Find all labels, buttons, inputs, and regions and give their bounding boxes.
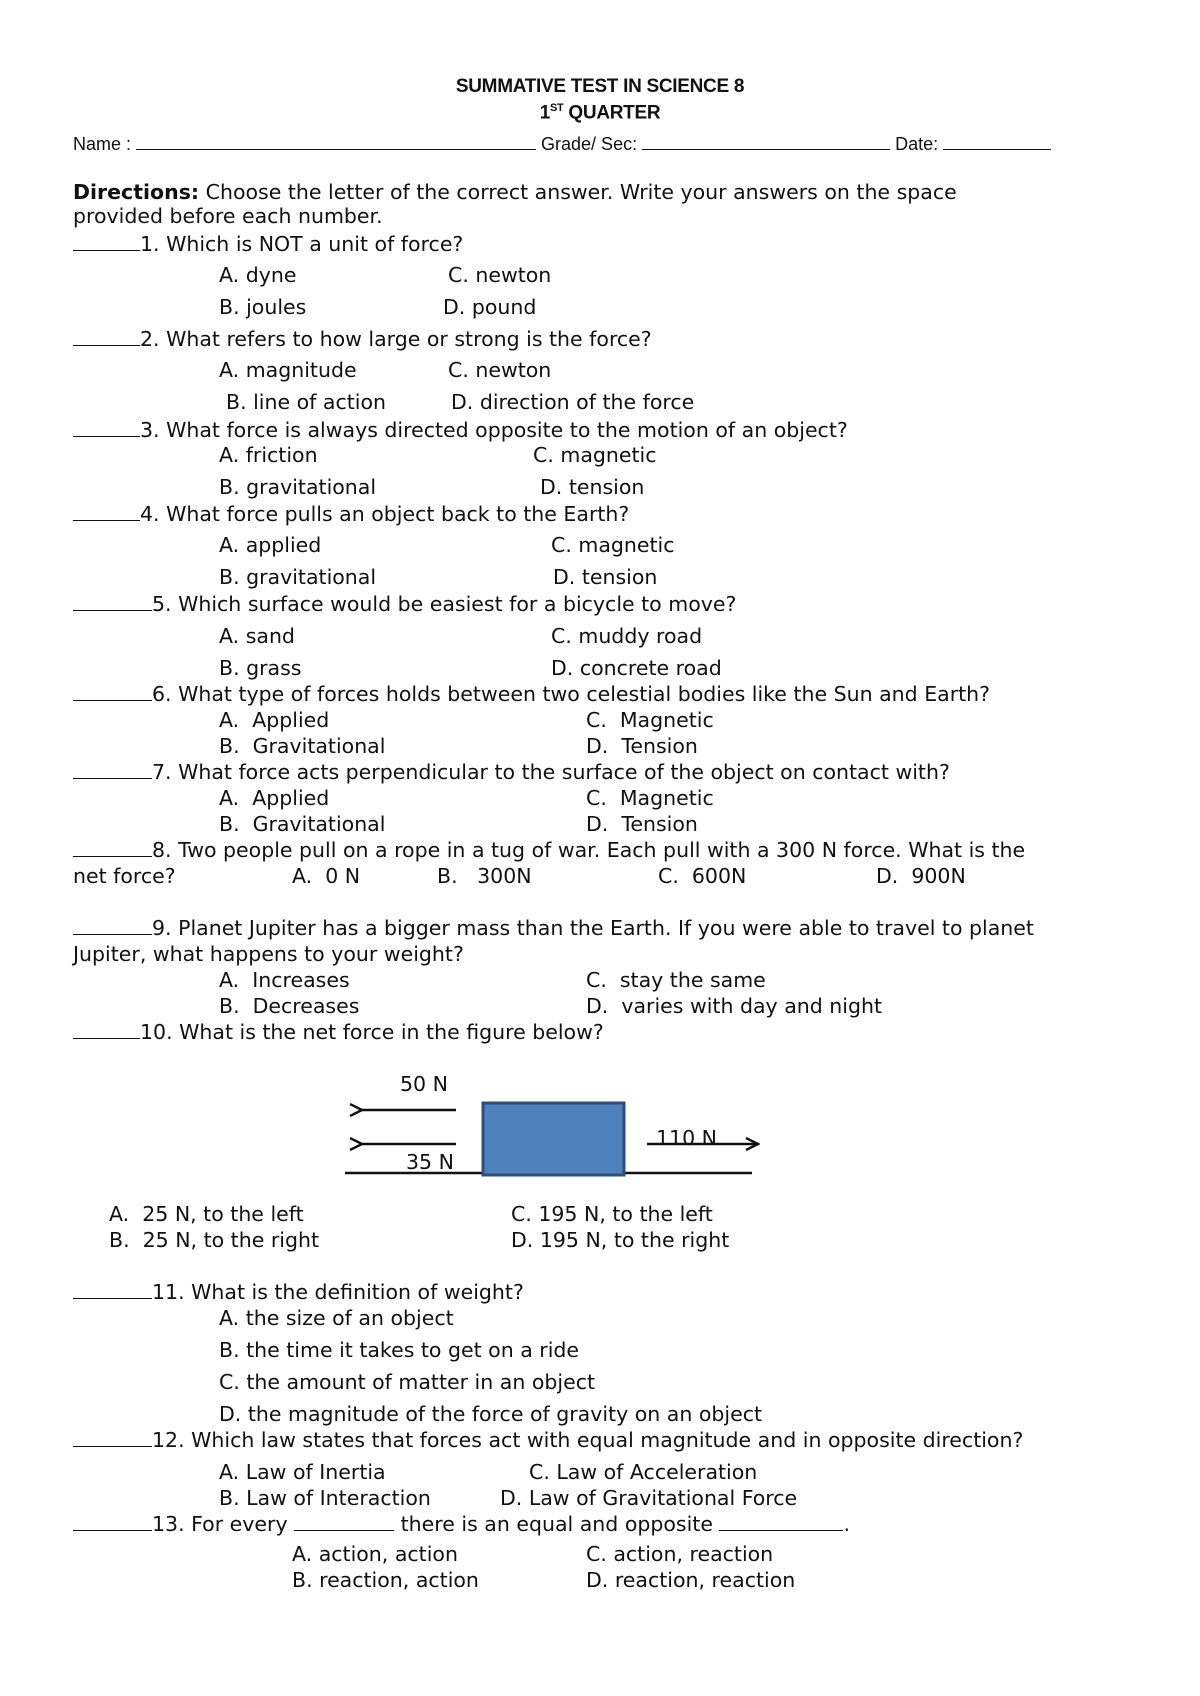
q13-choice-a: A. action, action [292,1542,458,1566]
question-6-stem: 6. What type of forces holds between two celestial bodies like the Sun and Earth? [152,682,991,706]
quarter-suffix: ST [549,102,564,114]
q6-choice-d: D. Tension [586,734,698,758]
q4-choice-d: D. tension [553,565,658,589]
q5-choice-c: C. muddy road [551,624,703,648]
question-13-stem-a: 13. For every [152,1512,295,1536]
q11-choice-c: C. the amount of matter in an object [219,1370,596,1394]
q8-choice-b: B. 300N [437,864,532,888]
q7-choice-b: B. Gravitational [219,812,386,836]
question-9-stem: 9. Planet Jupiter has a bigger mass than the Earth. If you were able to travel to planet [152,916,1034,940]
question-10-stem: 10. What is the net force in the figure below? [140,1020,604,1044]
quarter-number: 1 [539,102,550,124]
q9-choice-d: D. varies with day and night [586,994,883,1018]
q10-choice-d: D. 195 N, to the right [511,1228,730,1252]
directions-text-1: Choose the letter of the correct answer. Write your answers on the space [199,180,957,204]
q5-choice-b: B. grass [219,656,302,680]
q11-choice-b: B. the time it takes to get on a ride [219,1338,580,1362]
question-3-stem: 3. What force is always directed opposite to the motion of an object? [140,418,848,442]
label-110n: 110 N [656,1126,717,1150]
question-9-stem-2: Jupiter, what happens to your weight? [73,942,464,966]
q3-choice-b: B. gravitational [219,475,377,499]
q13-blank-2[interactable] [719,1512,843,1531]
question-13-stem-b: there is an equal and opposite [394,1512,720,1536]
quarter-word: QUARTER [563,102,661,124]
q4-choice-c: C. magnetic [551,533,675,557]
q5-choice-a: A. sand [219,624,295,648]
q2-choice-d: D. direction of the force [451,390,695,414]
question-2-stem: 2. What refers to how large or strong is the force? [140,327,652,351]
q1-choice-d: D. pound [443,295,537,319]
question-11 [73,1280,524,1304]
q12-choice-b: B. Law of Interaction [219,1486,431,1510]
answer-blank-13[interactable] [73,1512,152,1531]
q7-choice-c: C. Magnetic [586,786,714,810]
q4-choice-b: B. gravitational [219,565,377,589]
q12-choice-c: C. Law of Acceleration [529,1460,758,1484]
q8-choice-c: C. 600N [658,864,747,888]
q10-choice-a: A. 25 N, to the left [109,1202,304,1226]
q13-choice-d: D. reaction, reaction [586,1568,796,1592]
q6-choice-a: A. Applied [219,708,330,732]
label-50n: 50 N [400,1072,448,1096]
q9-choice-a: A. Increases [219,968,350,992]
question-13 [73,1512,850,1536]
q9-choice-b: B. Decreases [219,994,360,1018]
q10-choice-c: C. 195 N, to the left [511,1202,713,1226]
q4-choice-a: A. applied [219,533,322,557]
q3-choice-d: D. tension [540,475,645,499]
q13-choice-b: B. reaction, action [292,1568,479,1592]
block [483,1103,624,1175]
q7-choice-a: A. Applied [219,786,330,810]
q13-choice-c: C. action, reaction [586,1542,774,1566]
grade-label: Grade/ Sec: [536,134,643,154]
q7-choice-d: D. Tension [586,812,698,836]
test-title: SUMMATIVE TEST IN SCIENCE 8 [455,76,745,97]
q2-choice-c: C. newton [448,358,552,382]
q11-choice-d: D. the magnitude of the force of gravity on an object [219,1402,763,1426]
question-1-stem: 1. Which is NOT a unit of force? [140,232,464,256]
question-12-stem: 12. Which law states that forces act with equal magnitude and in opposite direction? [152,1428,1024,1452]
q5-choice-d: D. concrete road [551,656,722,680]
q10-choice-b: B. 25 N, to the right [109,1228,320,1252]
q1-choice-a: A. dyne [219,263,297,287]
q6-choice-c: C. Magnetic [586,708,714,732]
q9-choice-c: C. stay the same [586,968,766,992]
q8-choice-a: A. 0 N [292,864,361,888]
question-7-stem: 7. What force acts perpendicular to the surface of the object on contact with? [152,760,950,784]
answer-blank-12[interactable] [73,1428,152,1447]
answer-blank-11[interactable] [73,1280,152,1299]
name-label: Name : [73,134,137,154]
q3-choice-c: C. magnetic [533,443,657,467]
q12-choice-a: A. Law of Inertia [219,1460,386,1484]
q11-choice-a: A. the size of an object [219,1306,454,1330]
question-12 [73,1428,1023,1452]
question-13-stem-c: . [843,1512,850,1536]
question-5-stem: 5. Which surface would be easiest for a bicycle to move? [152,592,737,616]
question-8-stem-2: net force? [73,864,176,888]
q1-choice-b: B. joules [219,295,307,319]
q2-choice-a: A. magnitude [219,358,357,382]
question-8-stem: 8. Two people pull on a rope in a tug of war. Each pull with a 300 N force. What is the [152,838,1026,862]
directions-line-2: provided before each number. [73,204,383,228]
question-4-stem: 4. What force pulls an object back to the Earth? [140,502,630,526]
q8-choice-d: D. 900N [876,864,966,888]
q6-choice-b: B. Gravitational [219,734,386,758]
date-label: Date: [890,134,944,154]
q2-choice-b: B. line of action [226,390,386,414]
label-35n: 35 N [406,1150,454,1174]
q3-choice-a: A. friction [219,443,318,467]
directions-label: Directions: [73,180,200,204]
q1-choice-c: C. newton [448,263,552,287]
q13-blank-1[interactable] [294,1512,394,1531]
q12-choice-d: D. Law of Gravitational Force [500,1486,798,1510]
question-11-stem: 11. What is the definition of weight? [152,1280,524,1304]
